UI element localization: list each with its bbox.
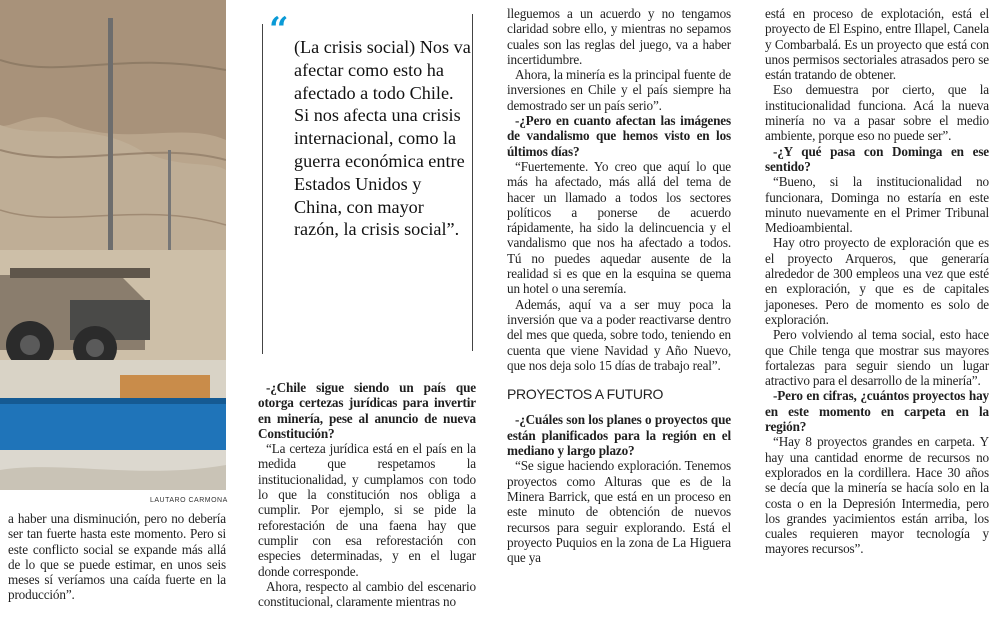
interview-question: -¿Pero en cuanto afectan las imágenes de vandalismo que hemos visto en los últimos días? [507,113,731,159]
quote-mark-icon: “ [269,10,289,50]
paragraph: “Hay 8 proyectos grandes en carpeta. Y hay una cantidad enorme de recursos no explorados en la cordillera. Hace 30 años se decía que la minería se hacía solo en la costa o en la Depresión Intermedia, pero los grandes yacimientos están arriba, los cuales requieren mayor tecnología y mayores recursos”. [765,434,989,557]
photo-credit: LAUTARO CARMONA [150,497,228,504]
pull-quote-text: (La crisis social) Nos va afectar como esto ha afectado a todo Chile. Si nos afecta una crisis internacional, como la guerra económica entre Estados Unidos y China, con mayor razón, la crisis social”. [294,37,471,240]
paragraph: está en proceso de explotación, está el proyecto de El Espino, entre Illapel, Canela y Combarbalá. Es un proyecto que está con unos permisos sectoriales atrasados pero se están tratando de obtener. [765,6,989,83]
column-divider [472,14,473,351]
column-3 [507,6,731,565]
paragraph: Eso demuestra por cierto, que la institucionalidad funciona. Acá la nueva minería no va a pasar sobre el medio ambiente, porque eso no puede ser”. [765,82,989,144]
paragraph: Ahora, respecto al cambio del escenario constitucional, claramente mientras no [258,578,476,610]
column-4 [765,6,989,557]
paragraph: “Bueno, si la institucionalidad no funcionara, Dominga no estaría en este minuto nuevamente en el Primer Tribunal Medioambiental. [765,174,989,236]
paragraph: “La certeza jurídica está en el país en la medida que respetamos la institucionalidad, y cumplamos con todo lo que la constitución nos obliga a cumplir. Por ejemplo, si se pide la reforestación de una faena hay que cumplir con esa reforestación con especies determinadas, y en el lugar donde corresponde. [258,441,476,579]
paragraph: Ahora, la minería es la principal fuente de inversiones en Chile y el país siempre ha demostrado ser un país serio”. [507,67,731,113]
interview-question: -¿Chile sigue siendo un país que otorga certezas jurídicas para invertir en minería, pese al anuncio de nueva Constitución? [258,380,476,441]
column-1 [8,511,226,603]
mine-truck-image [0,0,226,490]
article-photo [0,0,226,490]
paragraph: lleguemos a un acuerdo y no tengamos claridad sobre ello, y mientras no sepamos cuales son las reglas del juego, va a haber incertidumbre. [507,6,731,67]
interview-question: -¿Y qué pasa con Dominga en ese sentido? [765,143,989,174]
interview-question: -¿Cuáles son los planes o proyectos que están planificados para la región en el mediano y largo plazo? [507,412,731,459]
pull-quote-rule [262,24,263,354]
section-subhead: PROYECTOS A FUTURO [507,386,664,403]
pull-quote [262,10,472,352]
paragraph: Pero volviendo al tema social, esto hace que Chile tenga que mostrar sus mayores fortalezas para seguir siendo un lugar atractivo para el desarrollo de la minería”. [765,327,989,389]
column-2 [258,380,476,609]
paragraph: “Fuertemente. Yo creo que aquí lo que más ha afectado, más allá del tema de hacer un llamado a todos los sectores políticos a ponerse de acuerdo rápidamente, ha sido la delincuencia y el vandalismo que nos ha afectado a todos. Tú no puedes aquedar ausente de la realidad si es que en la esquina se quema un hotel o una seremía. [507,158,731,297]
interview-question: -Pero en cifras, ¿cuántos proyectos hay en este momento en carpeta en la región? [765,388,989,435]
paragraph: Además, aquí va a ser muy poca la inversión que va a poder reactivarse dentro del mes que queda, sobre todo, teniendo en cuenta que viene Navidad y Año Nuevo, que nos deja solo 15 días de trabajo real”. [507,296,731,373]
paragraph: “Se sigue haciendo exploración. Tenemos proyectos como Alturas que es de la Minera Barrick, que está en un proceso en este minuto de obtención de nuevos recursos para seguir explorando. Está el proyecto Puquios en la zona de La Higuera que ya [507,458,731,566]
paragraph: Hay otro proyecto de exploración que es el proyecto Arqueros, que generaría alrededor de 300 empleos una vez que esté en exploración, y que es de capitales japoneses. Pero de momento es solo de exploración. [765,235,989,327]
paragraph: a haber una disminución, pero no debería ser tan fuerte hasta este momento. Pero si este conflicto social se expande más allá de lo que se puede estimar, en unos seis meses sí veríamos una caída fuerte en la producción”. [8,511,226,603]
